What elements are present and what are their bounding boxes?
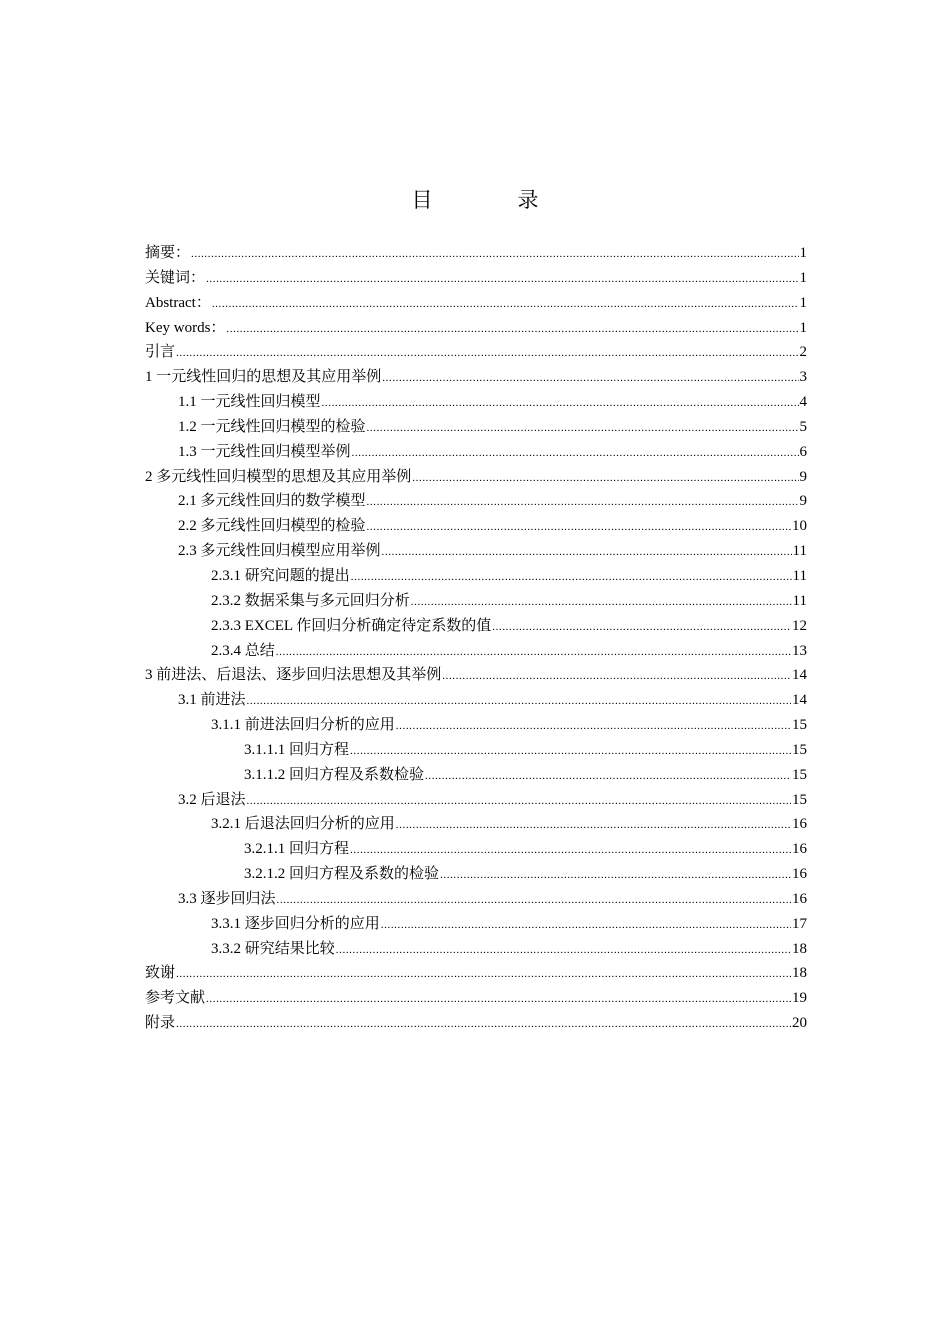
- toc-entry-label: 3.3.1 逐步回归分析的应用: [211, 915, 380, 932]
- toc-entry-page-number: 16: [792, 866, 807, 883]
- page-title: 目 录: [411, 188, 571, 212]
- toc-entry-page-number: 9: [799, 468, 807, 485]
- toc-dot-leader: [191, 242, 798, 267]
- toc-entry[interactable]: [145, 812, 807, 837]
- toc-entry-page-number: 16: [792, 816, 807, 833]
- toc-entry-label: 附录: [145, 1015, 176, 1032]
- toc-dot-leader: [336, 938, 791, 963]
- toc-dot-leader: [206, 987, 791, 1012]
- toc-dot-leader: [212, 292, 799, 317]
- toc-dot-leader: [352, 441, 799, 466]
- toc-entry-page-number: 15: [792, 766, 807, 783]
- toc-dot-leader: [440, 863, 791, 888]
- toc-entry[interactable]: [145, 266, 807, 291]
- toc-entry-label: 致谢: [145, 965, 176, 982]
- toc-dot-leader: [277, 888, 791, 913]
- toc-entry-page-number: 17: [792, 915, 807, 932]
- toc-entry[interactable]: [145, 937, 807, 962]
- toc-entry-label: 3.1.1 前进法回归分析的应用: [211, 717, 395, 734]
- toc-entry-page-number: 1: [799, 319, 807, 336]
- toc-dot-leader: [396, 813, 791, 838]
- toc-entry-label: 1.3 一元线性回归模型举例: [178, 443, 351, 460]
- toc-entry-label: 2.2 多元线性回归模型的检验: [178, 518, 366, 535]
- toc-entry-page-number: 19: [792, 990, 807, 1007]
- toc-dot-leader: [442, 664, 791, 689]
- toc-entry[interactable]: [145, 589, 807, 614]
- toc-entry[interactable]: [145, 614, 807, 639]
- toc-entry-page-number: 11: [792, 543, 807, 560]
- toc-entry[interactable]: [145, 738, 807, 763]
- toc-dot-leader: [176, 341, 798, 366]
- toc-entry[interactable]: [145, 986, 807, 1011]
- toc-entry-page-number: 15: [792, 741, 807, 758]
- toc-entry[interactable]: [145, 763, 807, 788]
- toc-entry-page-number: 20: [792, 1015, 807, 1032]
- toc-entry-page-number: 6: [799, 443, 807, 460]
- toc-entry-page-number: 12: [792, 617, 807, 634]
- toc-entry[interactable]: [145, 1011, 807, 1036]
- toc-entry-label: 引言: [145, 344, 176, 361]
- toc-entry[interactable]: [145, 862, 807, 887]
- toc-entry[interactable]: [145, 291, 807, 316]
- toc-entry[interactable]: [145, 639, 807, 664]
- toc-entry-label: Abstract：: [145, 294, 211, 311]
- toc-entry[interactable]: [145, 788, 807, 813]
- toc-dot-leader: [412, 466, 798, 491]
- toc-dot-leader: [381, 913, 791, 938]
- toc-entry-page-number: 2: [799, 344, 807, 361]
- toc-dot-leader: [176, 1012, 791, 1037]
- toc-entry[interactable]: [145, 390, 807, 415]
- toc-entry-label: 3.2.1.2 回归方程及系数的检验: [244, 866, 440, 883]
- toc-entry-label: 3.2.1 后退法回归分析的应用: [211, 816, 395, 833]
- toc-entry-label: 3.3 逐步回归法: [178, 890, 276, 907]
- toc-entry[interactable]: [145, 316, 807, 341]
- toc-dot-leader: [396, 714, 791, 739]
- toc-entry-label: 2.3.2 数据采集与多元回归分析: [211, 592, 410, 609]
- toc-dot-leader: [492, 615, 791, 640]
- toc-entry[interactable]: [145, 415, 807, 440]
- toc-entry-page-number: 15: [792, 717, 807, 734]
- toc-entry-page-number: 15: [792, 791, 807, 808]
- toc-entry-label: 1.2 一元线性回归模型的检验: [178, 418, 366, 435]
- toc-entry[interactable]: [145, 564, 807, 589]
- toc-entry[interactable]: [145, 713, 807, 738]
- toc-dot-leader: [247, 689, 791, 714]
- toc-entry-label: 2.3.4 总结: [211, 642, 275, 659]
- toc-entry-label: 3.1 前进法: [178, 692, 246, 709]
- toc-entry-page-number: 1: [799, 294, 807, 311]
- toc-entry-label: 2.3 多元线性回归模型应用举例: [178, 543, 381, 560]
- toc-entry-label: 关键词：: [145, 269, 206, 286]
- toc-entry-page-number: 16: [792, 841, 807, 858]
- toc-entry-page-number: 10: [792, 518, 807, 535]
- toc-entry-page-number: 5: [799, 418, 807, 435]
- toc-dot-leader: [411, 590, 792, 615]
- toc-dot-leader: [350, 739, 791, 764]
- toc-entry-page-number: 4: [799, 394, 807, 411]
- toc-entry-page-number: 16: [792, 890, 807, 907]
- toc-entry-label: 2.3.3 EXCEL 作回归分析确定待定系数的值: [211, 617, 492, 634]
- toc-entry-label: 3.3.2 研究结果比较: [211, 940, 335, 957]
- toc-dot-leader: [176, 962, 791, 987]
- toc-entry[interactable]: [145, 912, 807, 937]
- toc-entry-label: 2 多元线性回归模型的思想及其应用举例: [145, 468, 412, 485]
- toc-entry-label: 3.2 后退法: [178, 791, 246, 808]
- toc-entry[interactable]: [145, 539, 807, 564]
- toc-entry-page-number: 13: [792, 642, 807, 659]
- toc-entry-page-number: 11: [792, 592, 807, 609]
- toc-entry-page-number: 14: [792, 692, 807, 709]
- toc-dot-leader: [350, 838, 791, 863]
- toc-entry-page-number: 3: [799, 369, 807, 386]
- toc-entry-label: 3.2.1.1 回归方程: [244, 841, 350, 858]
- toc-dot-leader: [425, 764, 791, 789]
- toc-entry-label: 3.1.1.1 回归方程: [244, 741, 350, 758]
- toc-entry-label: 2.3.1 研究问题的提出: [211, 567, 350, 584]
- toc-entry[interactable]: [145, 241, 807, 266]
- toc-entry[interactable]: [145, 961, 807, 986]
- toc-entry[interactable]: [145, 340, 807, 365]
- toc-dot-leader: [276, 640, 791, 665]
- toc-entry-label: 参考文献: [145, 990, 206, 1007]
- toc-entry-page-number: 18: [792, 965, 807, 982]
- toc-entry-page-number: 1: [799, 245, 807, 261]
- table-of-contents: [145, 241, 807, 1036]
- toc-dot-leader: [367, 515, 791, 540]
- toc-entry[interactable]: [145, 688, 807, 713]
- toc-dot-leader: [367, 490, 799, 515]
- toc-entry[interactable]: [145, 465, 807, 490]
- toc-entry[interactable]: [145, 887, 807, 912]
- toc-entry-label: 3 前进法、后退法、逐步回归法思想及其举例: [145, 667, 442, 684]
- toc-entry-label: 2.1 多元线性回归的数学模型: [178, 493, 366, 510]
- toc-entry[interactable]: [145, 837, 807, 862]
- toc-entry-label: 1.1 一元线性回归模型: [178, 394, 321, 411]
- toc-dot-leader: [247, 789, 791, 814]
- toc-entry[interactable]: [145, 663, 807, 688]
- toc-dot-leader: [382, 540, 792, 565]
- toc-dot-leader: [367, 416, 799, 441]
- toc-entry[interactable]: [145, 365, 807, 390]
- toc-dot-leader: [206, 267, 798, 292]
- toc-entry-label: 3.1.1.2 回归方程及系数检验: [244, 766, 425, 783]
- toc-entry[interactable]: [145, 440, 807, 465]
- toc-entry-page-number: 1: [799, 269, 807, 286]
- toc-entry-page-number: 11: [792, 567, 807, 584]
- toc-dot-leader: [226, 317, 798, 342]
- toc-entry-page-number: 14: [792, 667, 807, 684]
- toc-dot-leader: [382, 366, 798, 391]
- toc-entry-label: 1 一元线性回归的思想及其应用举例: [145, 369, 382, 386]
- toc-entry-label: Key words：: [145, 319, 226, 336]
- toc-entry[interactable]: [145, 514, 807, 539]
- toc-entry-page-number: 18: [792, 940, 807, 957]
- toc-dot-leader: [322, 391, 799, 416]
- toc-dot-leader: [351, 565, 792, 590]
- toc-entry[interactable]: [145, 489, 807, 514]
- toc-entry-label: 摘要：: [145, 245, 191, 261]
- toc-entry-page-number: 9: [799, 493, 807, 510]
